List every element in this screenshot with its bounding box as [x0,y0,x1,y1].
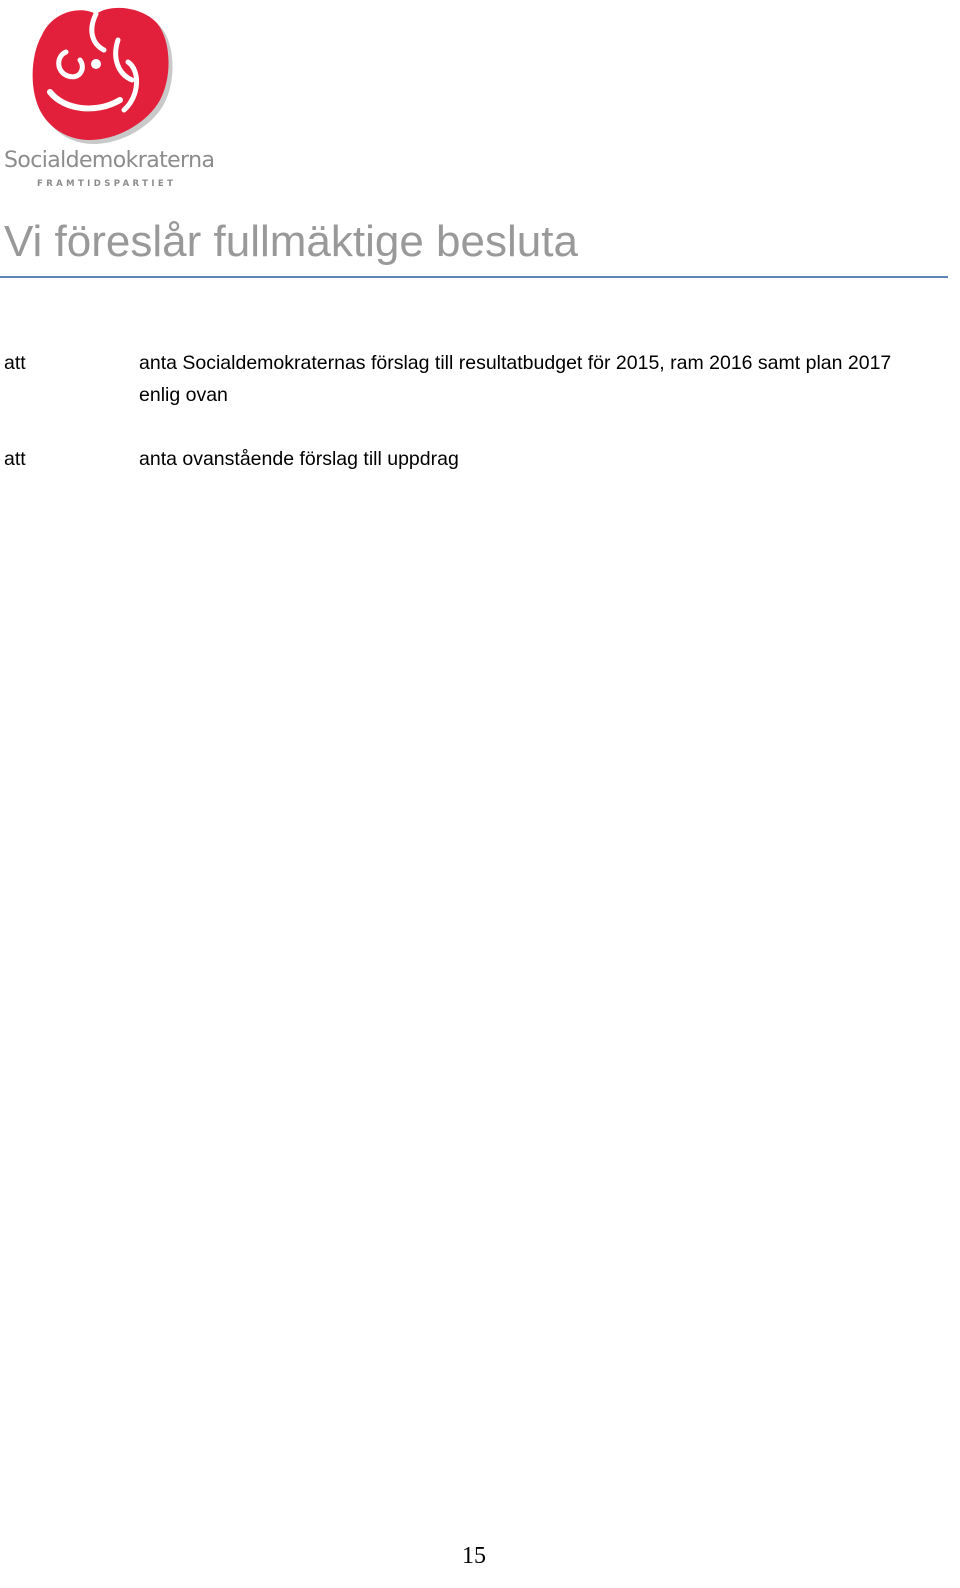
motion-keyword: att [4,448,26,470]
motion-text: anta ovanstående förslag till uppdrag [139,448,459,470]
logo-tagline: FRAMTIDSPARTIET [37,179,177,189]
logo-wordmark: Socialdemokraterna [4,148,215,173]
rose-icon [0,0,210,150]
motion-text: anta Socialdemokraternas förslag till resultatbudget för 2015, ram 2016 samt plan 2017 enlig ovan [139,352,892,406]
party-logo [0,0,215,200]
title-divider [0,276,948,278]
page-title: Vi föreslår fullmäktige besluta [4,217,578,266]
motion-keyword: att [4,352,26,374]
page-number: 15 [462,1543,486,1569]
